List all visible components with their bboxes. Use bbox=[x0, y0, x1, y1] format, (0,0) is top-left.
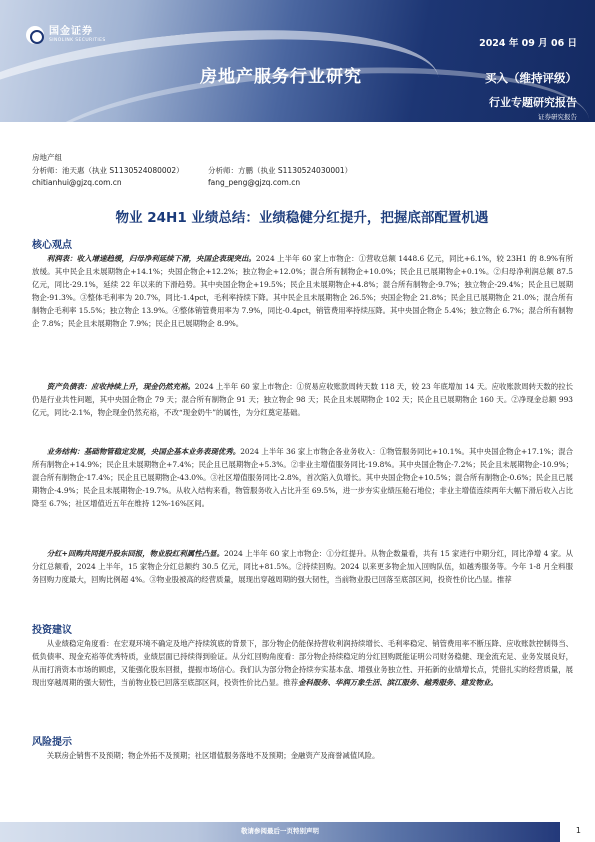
rating-badge: 买入（维持评级） bbox=[485, 71, 577, 85]
lead-balance-sheet: 资产负债表：应收持续上升，现金仍然充裕。 bbox=[46, 382, 195, 391]
logo-icon bbox=[26, 26, 44, 44]
paragraph-investment-advice bbox=[32, 637, 573, 689]
analyst-1: 分析师：池天惠（执业 S1130524080002） bbox=[32, 165, 184, 175]
report-headline: 物业 24H1 业绩总结：业绩稳健分红提升，把握底部配置机遇 bbox=[115, 210, 489, 226]
analyst-2: 分析师：方鹏（执业 S1130524030001） bbox=[208, 165, 353, 175]
report-type: 行业专题研究报告 bbox=[489, 96, 577, 109]
paragraph-income-statement bbox=[32, 252, 573, 330]
footer-disclaimer: 敬请参阅最后一页特别声明 bbox=[241, 827, 319, 835]
company-logo bbox=[26, 26, 106, 44]
recommended-stocks: 金科服务、华润万象生活、滨江服务、越秀服务、建发物业。 bbox=[298, 678, 498, 688]
sector-label: 房地产组 bbox=[32, 153, 62, 162]
logo-name-cn: 国金证券 bbox=[49, 25, 93, 37]
section-title-core: 核心观点 bbox=[32, 240, 72, 251]
analyst-block bbox=[32, 152, 352, 190]
body-risk: 关联房企销售不及预期；物企外拓不及预期；社区增值服务落地不及预期；金融资产及商誉减值风险。 bbox=[46, 751, 380, 760]
report-category-title: 房地产服务行业研究 bbox=[200, 67, 362, 87]
page-footer bbox=[0, 812, 595, 842]
body-income-statement: 2024 上半年 60 家上市物企：①营收总额 1448.6 亿元，同比+6.1%，较 23H1 的 8.9%有所放缓。其中民企且未展期物企+14.1%；央国企物企+12.2%；独立物企+12.0%；混合所有制物企+10.0%；民企且已展期物企+0.1%。②归母净利润总额 87.5 亿元，同比-29.1%，延续 22 年以来的下滑趋势。其中央国企物企+19.5%；民企且未展期物企+4.8%；混合所有制物企-9.7%；独立物企-29.4%；民企且已展期物企-91.3%。③整体毛利率为 20.7%，同比-1.4pct，毛利率持续下降。其中民企且未展期物企 26.5%；央国企物企 21.8%；民企且已展期物企 21.0%；混合所有制物企毛利率 15.5%；独立物企 13.9%。④整体销管费用率为 7.9%，同比-0.4pct，销管费用率持续压降。其中央国企物企 5.4%；独立物企 6.7%；混合所有制物企 7.8%；民企且未展期物企 7.9%；民企且已展期物企 8.9%。 bbox=[32, 254, 573, 329]
lead-income-statement: 利润表：收入增速趋缓，归母净利延续下滑，央国企表现突出。 bbox=[46, 254, 256, 263]
lead-business-structure: 业务结构：基础物管稳定发展，央国企基本业务表现优秀。 bbox=[46, 447, 241, 456]
paragraph-shareholder-return bbox=[32, 547, 573, 586]
report-date: 2024 年 09 月 06 日 bbox=[479, 38, 577, 49]
section-title-risk: 风险提示 bbox=[32, 737, 72, 748]
page-number: 1 bbox=[575, 826, 581, 835]
section-title-invest: 投资建议 bbox=[32, 625, 72, 636]
analyst-1-email[interactable]: chitianhui@gjzq.com.cn bbox=[32, 178, 122, 187]
report-header bbox=[0, 0, 595, 140]
lead-shareholder-return: 分红+回购共同提升股东回报，物业股红利属性凸显。 bbox=[46, 549, 225, 558]
body-business-structure: 2024 上半年 36 家上市物企各业务收入：①物管服务同比+10.1%。其中央国企物企+17.1%；混合所有制物企+14.9%；民企且未展期物企+7.4%；民企且已展期物企+5.3%。②非业主增值服务同比-19.8%。其中央国企物企-7.2%；民企且未展期物企-10.9%；混合所有制物企-17.4%；民企且已展期物企-43.0%。③社区增值服务同比-2.8%，首次陷入负增长。其中央国企物企+10.5%；混合所有制物企-0.6%；民企且已展期物企-4.9%；民企且未展期物企-19.7%。从收入结构来看，物管服务收入占比升至 69.5%，进一步夯实业绩压舱石地位；非业主增值连续两年大幅下滑后收入占比降至 6.7%；社区增值近五年在维持 12%-16%区间。 bbox=[32, 447, 573, 509]
body-balance-sheet: 2024 上半年 60 家上市物企：①贸易应收账款周转天数 118 天，较 23 年底增加 14 天。应收账款周转天数的拉长仍是行业共性问题，其中央国企物企 79 天；混合所有制物企 91 天；独立物企 98 天；民企且未展期物企 102 天；民企且已展期物企 160 天。②净现金总额 993 亿元，同比-2.1%，物企现金仍然充裕，不改“现金奶牛”的属性，为分红奠定基础。 bbox=[32, 382, 573, 418]
analyst-2-email[interactable]: fang_peng@gjzq.com.cn bbox=[208, 178, 301, 187]
paragraph-risk bbox=[32, 749, 573, 762]
paragraph-balance-sheet bbox=[32, 380, 573, 419]
logo-name-en: SINOLINK SECURITIES bbox=[49, 37, 106, 43]
report-org-label: 证券研究报告 bbox=[538, 113, 577, 121]
body-investment-advice: 从业绩稳定角度看：在宏观环境不确定及地产持续筑底的背景下，部分物企仍能保持营收利润持续增长、毛利率稳定、销管费用率不断压降、应收账款控制得当、低负债率、现金充裕等优秀特质，业绩层面已持续得到验证。从分红回购角度看：部分物企持续稳定的分红回购既能证明公司财务稳健、现金流充足、业务发展良好，从而打消资本市场的顾虑，又能强化股东回报，提振市场信心。我们认为部分物企持续夯实基本盘、增强业务独立性、开拓新的业绩增长点，凭借扎实的经营质量，展现出穿越周期的强大韧性，当前物业股已回落至底部区间，投资性价比凸显。推荐 bbox=[32, 639, 573, 688]
paragraph-business-structure bbox=[32, 445, 573, 510]
body-shareholder-return: 2024 上半年 60 家上市物企：①分红提升。从物企数量看，共有 15 家进行中期分红，同比净增 4 家。从分红总额看，2024 上半年，15 家物企分红总额约 30.5 亿元，同比+81.5%。②持续回购。2024 以来更多物企加入回购队伍，如越秀服务等。今年 1-8 月全料服务回购力度最大，回购比例超 4%。③物业股被高的经营质量，展现出穿越周期的强大韧性，当前物业股已回落至底部区间，投资性价比凸显。推荐 bbox=[32, 549, 573, 585]
